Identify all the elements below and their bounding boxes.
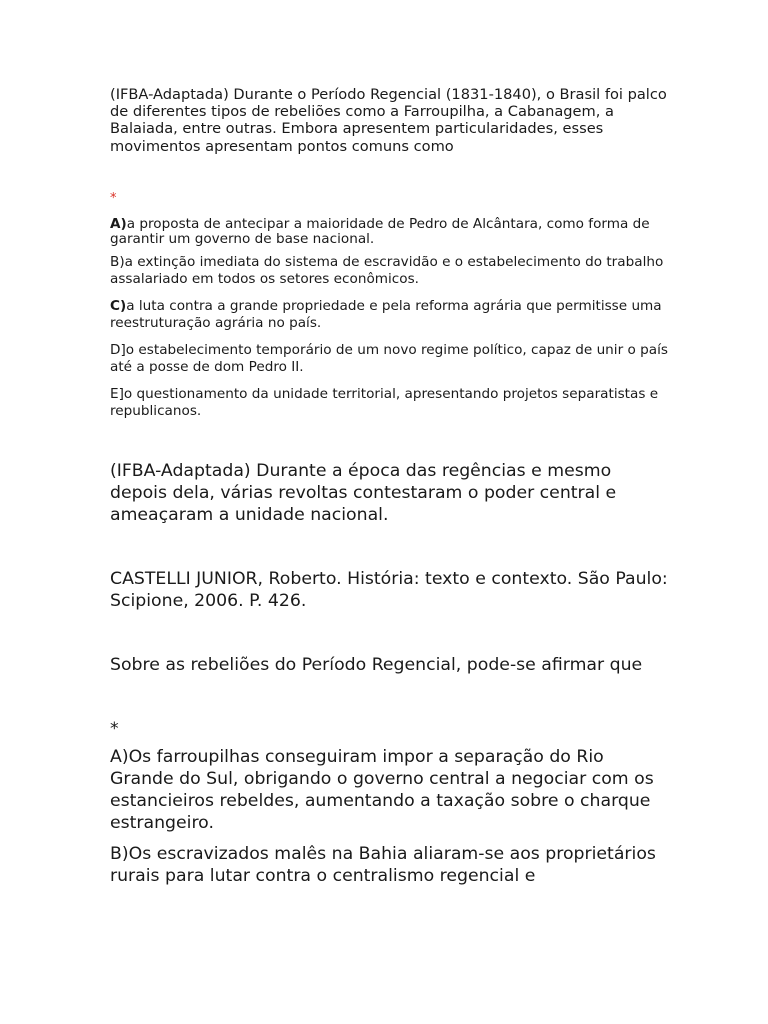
required-marker-1: * — [110, 190, 117, 206]
option-letter: B) — [110, 843, 129, 864]
question-1-option-a[interactable] — [110, 217, 670, 248]
option-text: a luta contra a grande propriedade e pela reforma agrária que permitisse uma reestruturação agrária no país. — [110, 297, 662, 332]
question-1-text: (IFBA-Adaptada) Durante o Período Regencial (1831-1840), o Brasil foi palco de diferentes tipos de rebeliões como a Farroupilha, a Cabanagem, a Balaiada, entre outras. Embora apresentem particularidades, esses movimentos apresentam pontos comuns como — [110, 86, 667, 155]
question-1-option-d[interactable] — [110, 342, 670, 377]
option-letter: D] — [110, 341, 126, 358]
option-text: a proposta de antecipar a maioridade de Pedro de Alcântara, como forma de garantir um governo de base nacional. — [110, 215, 650, 248]
option-text: o questionamento da unidade territorial, apresentando projetos separatistas e republicanos. — [110, 385, 659, 420]
option-text: a extinção imediata do sistema de escravidão e o estabelecimento do trabalho assalariado em todos os setores econômicos. — [110, 253, 664, 288]
option-letter: E] — [110, 385, 124, 402]
question-2-option-b[interactable] — [110, 843, 670, 887]
option-text: Os escravizados malês na Bahia aliaram-se aos proprietários rurais para lutar contra o centralismo regencial e — [110, 843, 656, 886]
option-letter: C) — [110, 297, 127, 314]
question-2-option-a[interactable] — [110, 746, 670, 834]
option-text: o estabelecimento temporário de um novo regime político, capaz de unir o país até a posse de dom Pedro II. — [110, 341, 668, 376]
option-letter: A) — [110, 215, 127, 232]
question-1-option-c[interactable] — [110, 298, 670, 333]
document-page — [110, 86, 670, 887]
option-letter: B) — [110, 253, 125, 270]
option-letter: A) — [110, 746, 129, 767]
question-2-citation: CASTELLI JUNIOR, Roberto. História: texto e contexto. São Paulo: Scipione, 2006. P. 426. — [110, 568, 668, 611]
question-1-option-b[interactable] — [110, 254, 670, 289]
question-2-text: (IFBA-Adaptada) Durante a época das regências e mesmo depois dela, várias revoltas contestaram o poder central e ameaçaram a unidade nacional. — [110, 460, 617, 525]
question-1-option-e[interactable] — [110, 386, 670, 421]
required-marker-2: * — [110, 718, 119, 739]
option-text: Os farroupilhas conseguiram impor a separação do Rio Grande do Sul, obrigando o governo central a negociar com os estancieiros rebeldes, aumentando a taxação sobre o charque estrangeiro. — [110, 746, 654, 833]
question-2-prompt: Sobre as rebeliões do Período Regencial, pode-se afirmar que — [110, 654, 643, 675]
